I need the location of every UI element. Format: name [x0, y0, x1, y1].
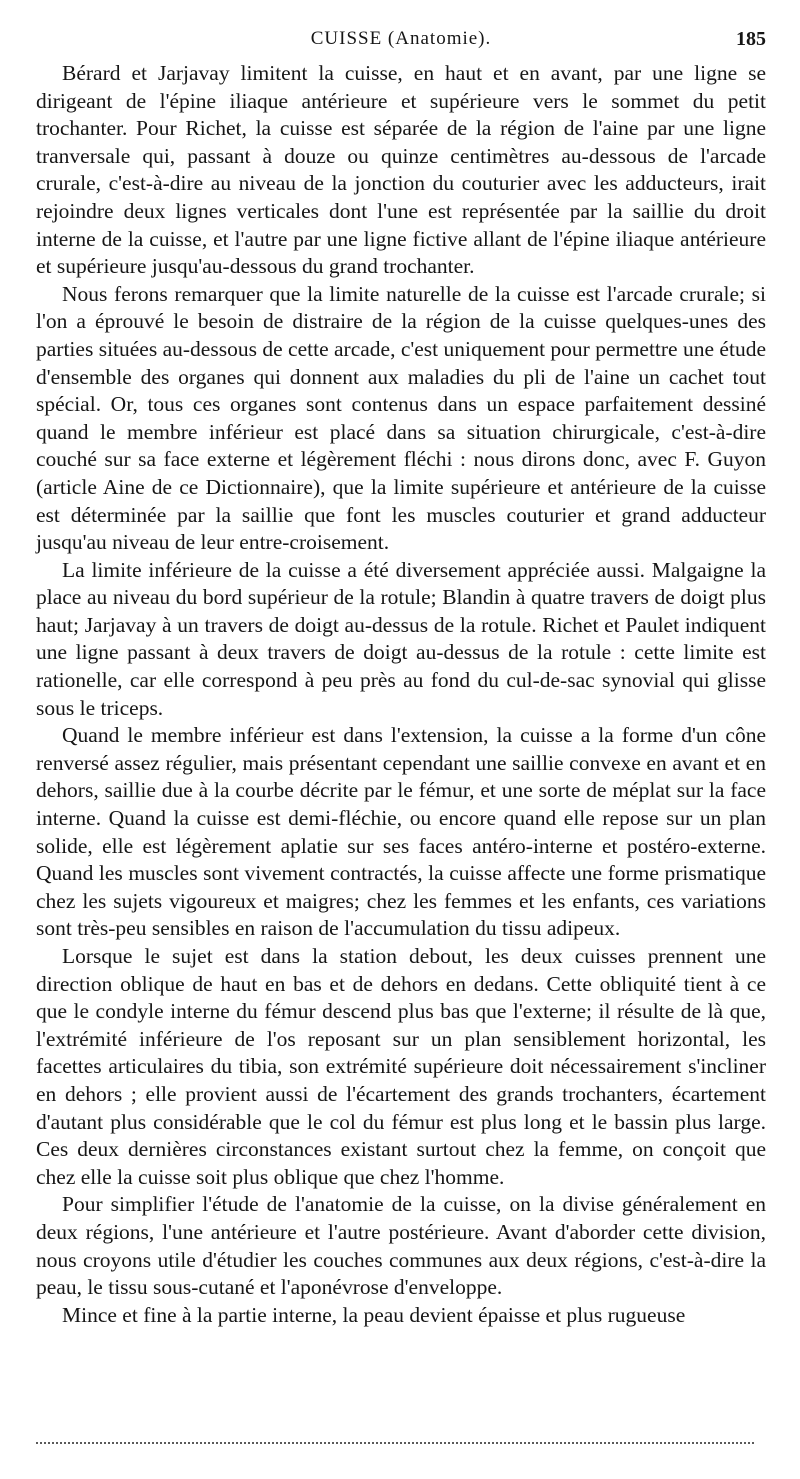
- paragraph: Bérard et Jarjavay limitent la cuisse, en haut et en avant, par une ligne se dirigeant de l'épine iliaque antérieure et supérieure vers le sommet du petit trochanter. Pour Richet, la cuisse est séparée de la région de l'aine par une ligne tranversale qui, passant à douze ou quinze centimètres au-dessous de l'arcade crurale, c'est-à-dire au niveau de la jonction du couturier avec les adducteurs, irait rejoindre deux lignes verticales dont l'une est représentée par la saillie du droit interne de la cuisse, et l'autre par une ligne fictive allant de l'épine iliaque antérieure et supérieure jusqu'au-dessous du grand trochanter.: [36, 61, 766, 279]
- paragraph: Nous ferons remarquer que la limite naturelle de la cuisse est l'arcade crurale; si l'on a éprouvé le besoin de distraire de la région de la cuisse quelques-unes des parties situées au-dessous de cette arcade, c'est uniquement pour permettre une étude d'ensemble des organes qui donnent aux maladies du pli de l'aine un cachet tout spécial. Or, tous ces organes sont contenus dans un espace parfaitement dessiné quand le membre inférieur est placé dans sa situation chirurgicale, c'est-à-dire couché sur sa face externe et légèrement fléchi : nous dirons donc, avec F. Guyon (article Aine de ce Dictionnaire), que la limite supérieure et antérieure de la cuisse est déterminée par la saillie que font les muscles couturier et grand adducteur jusqu'au niveau de leur entre-croisement.: [36, 281, 766, 555]
- paragraph: La limite inférieure de la cuisse a été diversement appréciée aussi. Malgaigne la place au niveau du bord supérieur de la rotule; Blandin à quatre travers de doigt plus haut; Jarjavay à un travers de doigt au-dessus de la rotule. Richet et Paulet indiquent une ligne passant à deux travers de doigt au-dessus de la rotule : cette limite est rationelle, car elle correspond à peu près au fond du cul-de-sac synovial qui glisse sous le triceps.: [36, 557, 766, 720]
- paragraph: Pour simplifier l'étude de l'anatomie de la cuisse, on la divise généralement en deux régions, l'une antérieure et l'autre postérieure. Avant d'aborder cette division, nous croyons utile d'étudier les couches communes aux deux régions, c'est-à-dire la peau, le tissu sous-cutané et l'aponévrose d'enveloppe.: [36, 1192, 766, 1300]
- running-head-title: CUISSE (Anatomie).: [310, 28, 492, 49]
- body-text: [36, 60, 766, 1329]
- paragraph: Lorsque le sujet est dans la station debout, les deux cuisses prennent une direction oblique de haut en bas et de dehors en dedans. Cette obliquité tient à ce que le condyle interne du fémur descend plus bas que l'externe; il résulte de là que, l'extrémité inférieure de l'os reposant sur un plan sensiblement horizontal, les facettes articulaires du tibia, son extrémité supérieure doit nécessairement s'incliner en dehors ; elle provient aussi de l'écartement des grands trochanters, écartement d'autant plus considérable que le col du fémur est plus long et le bassin plus large. Ces deux dernières circonstances existant surtout chez la femme, on conçoit que chez elle la cuisse soit plus oblique que chez l'homme.: [36, 944, 766, 1189]
- page-number: 185: [736, 28, 766, 50]
- paragraph: Quand le membre inférieur est dans l'extension, la cuisse a la forme d'un cône renversé assez régulier, mais présentant cependant une saillie convexe en avant et en dehors, saillie due à la courbe décrite par le fémur, et une sorte de méplat sur la face interne. Quand la cuisse est demi-fléchie, ou encore quand elle repose sur un plan solide, elle est légèrement aplatie sur ses faces antéro-interne et postéro-externe. Quand les muscles sont vivement contractés, la cuisse affecte une forme prismatique chez les sujets vigoureux et maigres; chez les femmes et les enfants, ces variations sont très-peu sensibles en raison de l'accumulation du tissu adipeux.: [36, 723, 766, 941]
- running-head: [36, 28, 766, 54]
- footer-dotted-rule: [36, 1442, 754, 1444]
- paragraph: Mince et fine à la partie interne, la peau devient épaisse et plus rugueuse: [62, 1302, 686, 1327]
